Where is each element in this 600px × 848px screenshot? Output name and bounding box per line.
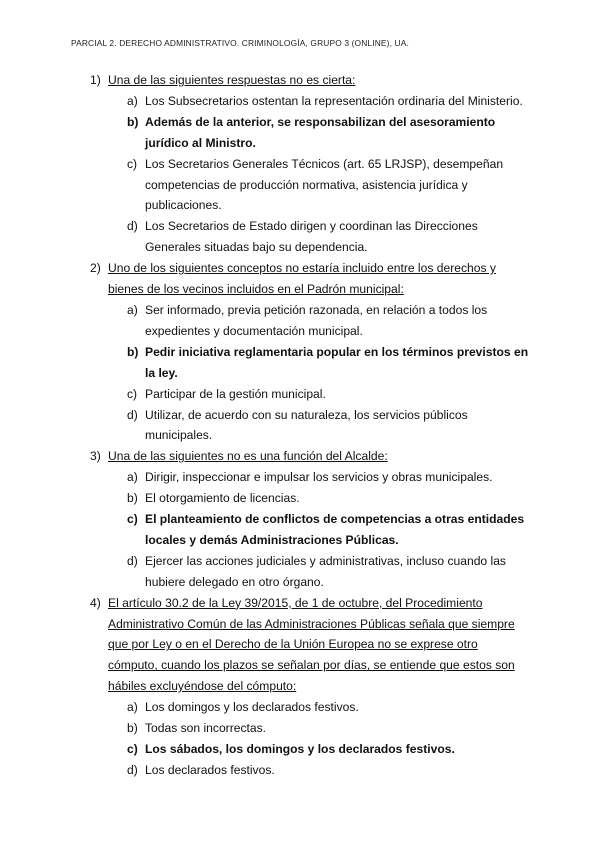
question-number: 1) [90,73,101,87]
question-text: Uno de los siguientes conceptos no estaría incluido entre los derechos y bienes de los vecinos incluidos en el Padrón municipal: [108,261,496,297]
question-number: 2) [90,261,101,276]
question-text: Una de las siguientes no es una función del Alcalde: [108,449,388,464]
option-text: Los Subsecretarios ostentan la representación ordinaria del Ministerio. [145,93,523,108]
option-letter: b) [127,344,139,359]
option-list [0,91,600,258]
option-d [0,216,600,258]
question-text: Una de las siguientes respuestas no es cierta: [108,73,356,87]
option-letter: c) [127,386,138,401]
option-b [0,718,600,739]
option-c [0,384,600,405]
option-b [0,488,600,509]
option-letter: c) [127,512,138,527]
question-2 [0,258,600,446]
option-b-correct [0,342,600,384]
option-letter: b) [127,721,138,736]
option-letter: b) [127,114,139,129]
option-letter: a) [127,470,138,485]
option-text: Utilizar, de acuerdo con su naturaleza, los servicios públicos municipales. [145,407,468,443]
question-text: El artículo 30.2 de la Ley 39/2015, de 1 de octubre, del Procedimiento Administrativo Común de las Administraciones Públicas señala que siempre que por Ley o en el Derecho de la Unión Europea no se exprese otro cómputo, cuando los plazos se señalan por días, se entiende que estos son hábiles excluyéndose del cómputo: [108,595,515,694]
question-3 [0,446,600,592]
question-number: 4) [90,595,101,610]
option-letter: a) [127,302,138,317]
option-letter: a) [127,700,138,715]
option-d [0,551,600,593]
option-text: Los declarados festivos. [145,762,275,777]
option-text: Dirigir, inspeccionar e impulsar los servicios y obras municipales. [145,470,493,485]
option-letter: d) [127,762,138,777]
option-c-correct [0,509,600,551]
option-text: Los Secretarios Generales Técnicos (art. 65 LRJSP), desempeñan competencias de producción normativa, asistencia jurídica y publicaciones. [145,156,504,213]
option-letter: c) [127,156,138,171]
option-letter: a) [127,93,138,108]
option-list [0,300,600,446]
option-letter: d) [127,553,138,568]
question-4 [0,593,600,781]
option-text: El otorgamiento de licencias. [145,491,300,506]
option-text: El planteamiento de conflictos de competencias a otras entidades locales y demás Administraciones Públicas. [145,512,525,547]
option-text: Pedir iniciativa reglamentaria popular en los términos previstos en la ley. [145,344,529,380]
option-a [0,467,600,488]
option-text: Los Secretarios de Estado dirigen y coordinan las Direcciones Generales situadas bajo su dependencia. [145,219,478,255]
option-letter: d) [127,407,138,422]
option-text: Además de la anterior, se responsabilizan del asesoramiento jurídico al Ministro. [145,114,496,150]
option-a [0,91,600,112]
option-b-correct [0,112,600,154]
option-letter: b) [127,491,138,506]
question-list [0,70,600,781]
option-text: Los sábados, los domingos y los declarados festivos. [145,742,455,756]
option-c [0,154,600,217]
option-list [0,697,600,781]
option-a [0,300,600,342]
option-text: Participar de la gestión municipal. [145,386,326,401]
option-d [0,760,600,781]
question-number: 3) [90,449,101,464]
page-header: PARCIAL 2. DERECHO ADMINISTRATIVO. CRIMINOLOGÍA, GRUPO 3 (ONLINE), UA. [71,38,409,48]
option-text: Ser informado, previa petición razonada, en relación a todos los expedientes y documentación municipal. [145,302,488,338]
option-list [0,467,600,592]
option-a [0,697,600,718]
question-1 [0,70,600,258]
option-text: Ejercer las acciones judiciales y administrativas, incluso cuando las hubiere delegado en otro órgano. [145,553,506,589]
option-letter: d) [127,219,138,234]
option-c-correct [0,739,600,760]
option-letter: c) [127,742,138,756]
option-text: Todas son incorrectas. [145,721,266,736]
option-text: Los domingos y los declarados festivos. [145,700,359,715]
option-d [0,405,600,447]
